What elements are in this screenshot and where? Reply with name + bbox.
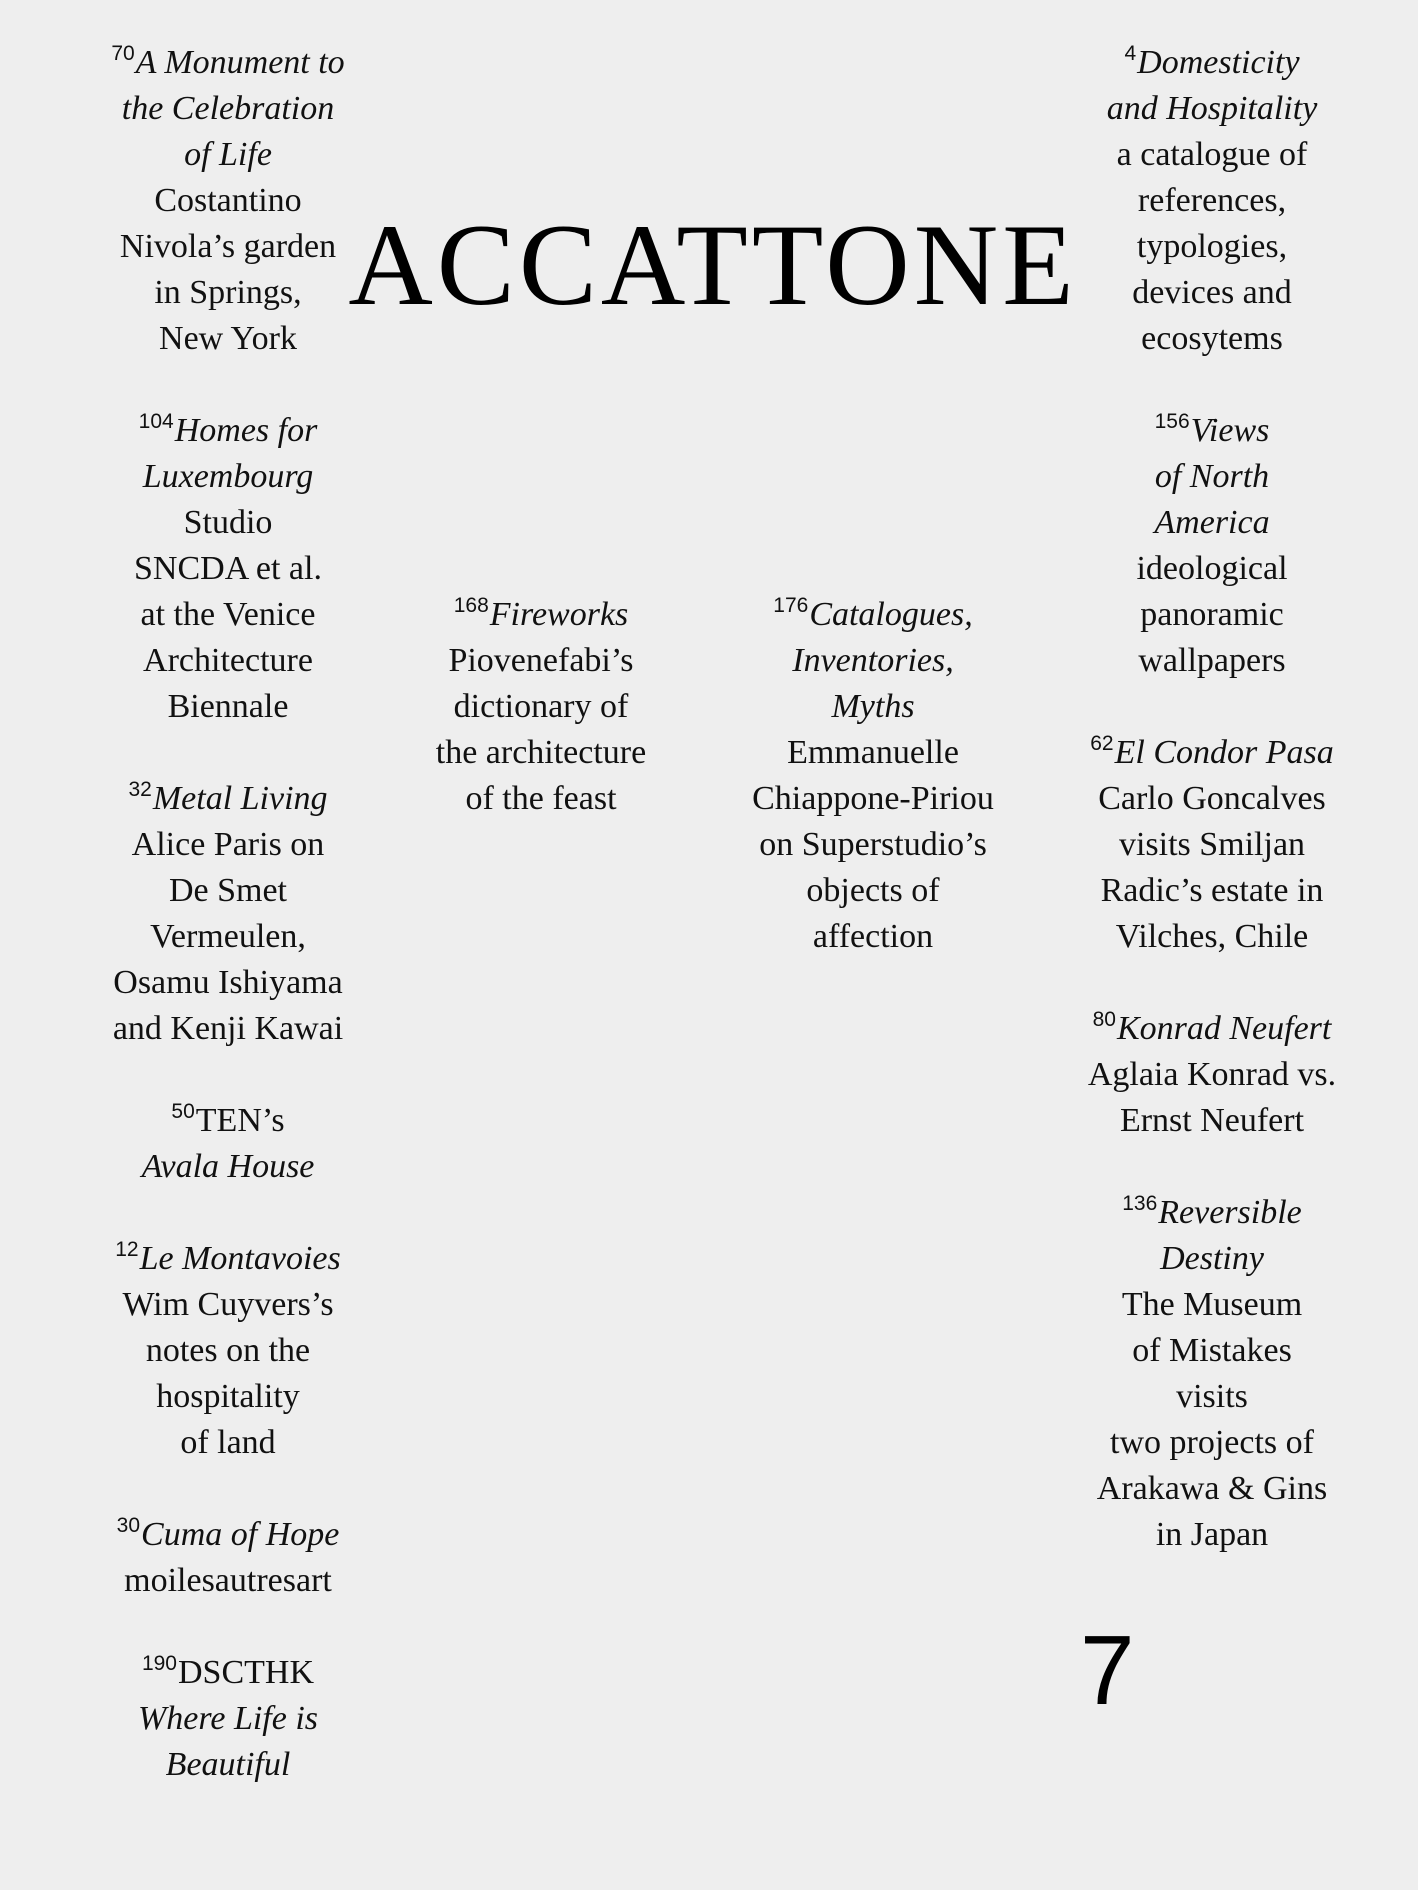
article-title-line [78, 408, 378, 454]
article-description-line [78, 1558, 378, 1604]
article-description: on Superstudio’s [759, 826, 987, 863]
article-title: Beautiful [165, 1746, 291, 1783]
article-description-line [723, 822, 1023, 868]
article-description-line [78, 1420, 378, 1466]
article-description-line [723, 914, 1023, 960]
article-description-line [78, 500, 378, 546]
article-title-line [78, 40, 378, 86]
article-description-line [1062, 1512, 1362, 1558]
article-description: Vermeulen, [150, 918, 306, 955]
article-title: Konrad Neufert [1116, 1010, 1332, 1047]
article-title-line [1062, 40, 1362, 86]
article-description: Nivola’s garden [119, 228, 337, 265]
article-description-line [1062, 224, 1362, 270]
article-title: of Life [184, 136, 272, 173]
article-description-line [78, 638, 378, 684]
article-description: ideological [1136, 550, 1288, 587]
article-title: Homes for [174, 412, 318, 449]
article-description: visits [1176, 1378, 1248, 1415]
article-description: De Smet [168, 872, 288, 909]
article-description-line [1062, 270, 1362, 316]
article-description: Vilches, Chile [1115, 918, 1309, 955]
article-title-line [1062, 454, 1362, 500]
contents-entry [1062, 1190, 1362, 1558]
contents-entry [78, 1650, 378, 1788]
article-description-line [1062, 1098, 1362, 1144]
article-description: dictionary of [453, 688, 629, 725]
article-description: objects of [806, 872, 940, 909]
article-description-line [1062, 1282, 1362, 1328]
article-title: Le Montavoies [139, 1240, 341, 1277]
article-description: and Kenji Kawai [112, 1010, 344, 1047]
article-description-line [1062, 592, 1362, 638]
article-description-line [1062, 132, 1362, 178]
article-description: Architecture [143, 642, 313, 679]
article-title-line [723, 684, 1023, 730]
article-description: The Museum [1121, 1286, 1303, 1323]
article-description: the architecture [435, 734, 647, 771]
article-title-line [78, 1144, 378, 1190]
article-description-line [78, 868, 378, 914]
article-description-line [723, 868, 1023, 914]
article-description-line [391, 638, 691, 684]
contents-column-mid-left [391, 592, 691, 868]
article-title: Inventories, [792, 642, 954, 679]
page-number: 176 [773, 594, 809, 617]
article-description-line [1062, 178, 1362, 224]
article-description-line [1062, 316, 1362, 362]
page-number: 32 [128, 778, 152, 801]
article-title-line [78, 1742, 378, 1788]
article-title-line [78, 454, 378, 500]
article-description-line [1062, 1328, 1362, 1374]
article-description: two projects of [1110, 1424, 1314, 1461]
article-title: Where Life is [137, 1700, 319, 1737]
article-description: Osamu Ishiyama [113, 964, 343, 1001]
page-number: 30 [116, 1514, 141, 1537]
article-description-line [78, 224, 378, 270]
article-title-line [1062, 1006, 1362, 1052]
magazine-title: ACCATTONE [348, 201, 1078, 330]
article-description: in Springs, [154, 274, 302, 311]
contents-column-left [78, 40, 378, 1834]
article-description-line [1062, 1374, 1362, 1420]
page-number: 156 [1154, 410, 1190, 433]
article-description: devices and [1132, 274, 1292, 311]
page-number: 62 [1090, 732, 1114, 755]
article-description: Biennale [167, 688, 289, 725]
article-title-line [78, 1236, 378, 1282]
article-description-line [78, 960, 378, 1006]
article-description-line [78, 546, 378, 592]
article-description: notes on the [145, 1332, 311, 1369]
page-number: 104 [138, 410, 174, 433]
page-number: 190 [141, 1652, 177, 1675]
contents-entry [1062, 730, 1362, 960]
issue-number: 7 [1080, 1615, 1135, 1725]
contents-entry [1062, 1006, 1362, 1144]
article-author: DSCTHK [178, 1654, 315, 1691]
article-description-line [1062, 638, 1362, 684]
article-title-line [1062, 86, 1362, 132]
contents-entry [78, 776, 378, 1052]
article-description-line [78, 684, 378, 730]
page-number: 50 [171, 1100, 195, 1123]
page-number: 70 [111, 42, 135, 65]
article-title-line [1062, 408, 1362, 454]
contents-entry [1062, 40, 1362, 362]
article-description: a catalogue of [1116, 136, 1308, 173]
article-description-line [78, 178, 378, 224]
article-title: of North [1154, 458, 1270, 495]
article-description: typologies, [1136, 228, 1288, 265]
article-description: Aglaia Konrad vs. [1087, 1056, 1337, 1093]
article-description-line [1062, 868, 1362, 914]
article-title-line [723, 592, 1023, 638]
article-author: TEN’s [195, 1102, 285, 1139]
article-title-line [78, 776, 378, 822]
article-title: the Celebration [121, 90, 335, 127]
article-author-line [78, 1098, 378, 1144]
article-title-line [1062, 730, 1362, 776]
article-description-line [78, 914, 378, 960]
article-title: Fireworks [489, 596, 629, 633]
article-description-line [78, 592, 378, 638]
article-description: Radic’s estate in [1100, 872, 1324, 909]
article-description: Ernst Neufert [1119, 1102, 1305, 1139]
article-title: Metal Living [152, 780, 328, 817]
article-title-line [78, 132, 378, 178]
article-title: America [1154, 504, 1270, 541]
contents-column-mid-right [723, 592, 1023, 1006]
article-description-line [78, 316, 378, 362]
article-title: El Condor Pasa [1114, 734, 1334, 771]
article-description: panoramic [1140, 596, 1284, 633]
article-description: visits Smiljan [1118, 826, 1306, 863]
article-title-line [391, 592, 691, 638]
article-title: Avala House [141, 1148, 315, 1185]
article-description: affection [812, 918, 934, 955]
article-description: of land [180, 1424, 276, 1461]
article-description-line [391, 730, 691, 776]
article-description: Arakawa & Gins [1096, 1470, 1328, 1507]
contents-entry [723, 592, 1023, 960]
article-description-line [1062, 914, 1362, 960]
article-title-line [1062, 500, 1362, 546]
article-description-line [1062, 1466, 1362, 1512]
article-title-line [1062, 1236, 1362, 1282]
article-description: of the feast [465, 780, 617, 817]
article-title-line [78, 86, 378, 132]
article-author-line [78, 1650, 378, 1696]
article-description-line [1062, 776, 1362, 822]
article-title-line [723, 638, 1023, 684]
article-description: references, [1137, 182, 1287, 219]
article-description-line [78, 1282, 378, 1328]
article-description: in Japan [1155, 1516, 1269, 1553]
article-title-line [78, 1696, 378, 1742]
article-title: Reversible [1158, 1194, 1302, 1231]
article-title-line [1062, 1190, 1362, 1236]
article-description: New York [159, 320, 297, 357]
contents-entry [391, 592, 691, 822]
contents-entry [78, 408, 378, 730]
page-number: 168 [453, 594, 489, 617]
article-description-line [391, 776, 691, 822]
article-description-line [1062, 1052, 1362, 1098]
article-description-line [78, 1374, 378, 1420]
contents-entry [1062, 408, 1362, 684]
article-description: Alice Paris on [131, 826, 325, 863]
article-description: Wim Cuyvers’s [122, 1286, 334, 1323]
article-description-line [1062, 822, 1362, 868]
article-title: A Monument to [135, 44, 345, 81]
page-number: 4 [1124, 42, 1137, 65]
article-description: Piovenefabi’s [448, 642, 634, 679]
article-description-line [78, 1328, 378, 1374]
contents-column-right [1062, 40, 1362, 1604]
contents-entry [78, 40, 378, 362]
article-title: Domesticity [1137, 44, 1300, 81]
article-description: wallpapers [1138, 642, 1286, 679]
article-description: ecosytems [1141, 320, 1283, 357]
article-title: Luxembourg [142, 458, 314, 495]
article-description-line [1062, 1420, 1362, 1466]
article-title: and Hospitality [1106, 90, 1318, 127]
article-description-line [391, 684, 691, 730]
article-description: Emmanuelle [787, 734, 959, 771]
article-description-line [78, 1006, 378, 1052]
contents-entry [78, 1236, 378, 1466]
article-title: Views [1190, 412, 1270, 449]
contents-entry [78, 1098, 378, 1190]
article-title-line [78, 1512, 378, 1558]
article-description: hospitality [156, 1378, 300, 1415]
article-description-line [723, 776, 1023, 822]
article-description: moilesautresart [124, 1562, 332, 1599]
article-description: of Mistakes [1132, 1332, 1292, 1369]
article-description: Studio [183, 504, 273, 541]
page-number: 80 [1092, 1008, 1116, 1031]
article-description: Chiappone-Piriou [752, 780, 994, 817]
article-title: Destiny [1160, 1240, 1264, 1277]
article-description-line [723, 730, 1023, 776]
article-description: Costantino [154, 182, 302, 219]
article-description-line [1062, 546, 1362, 592]
article-description: at the Venice [140, 596, 316, 633]
page-number: 136 [1122, 1192, 1158, 1215]
article-title: Catalogues, [809, 596, 973, 633]
article-description: SNCDA et al. [134, 550, 322, 587]
article-description: Carlo Goncalves [1098, 780, 1326, 817]
contents-entry [78, 1512, 378, 1604]
article-title: Cuma of Hope [141, 1516, 340, 1553]
article-description-line [78, 822, 378, 868]
article-description-line [78, 270, 378, 316]
page-number: 12 [115, 1238, 139, 1261]
article-title: Myths [831, 688, 915, 725]
